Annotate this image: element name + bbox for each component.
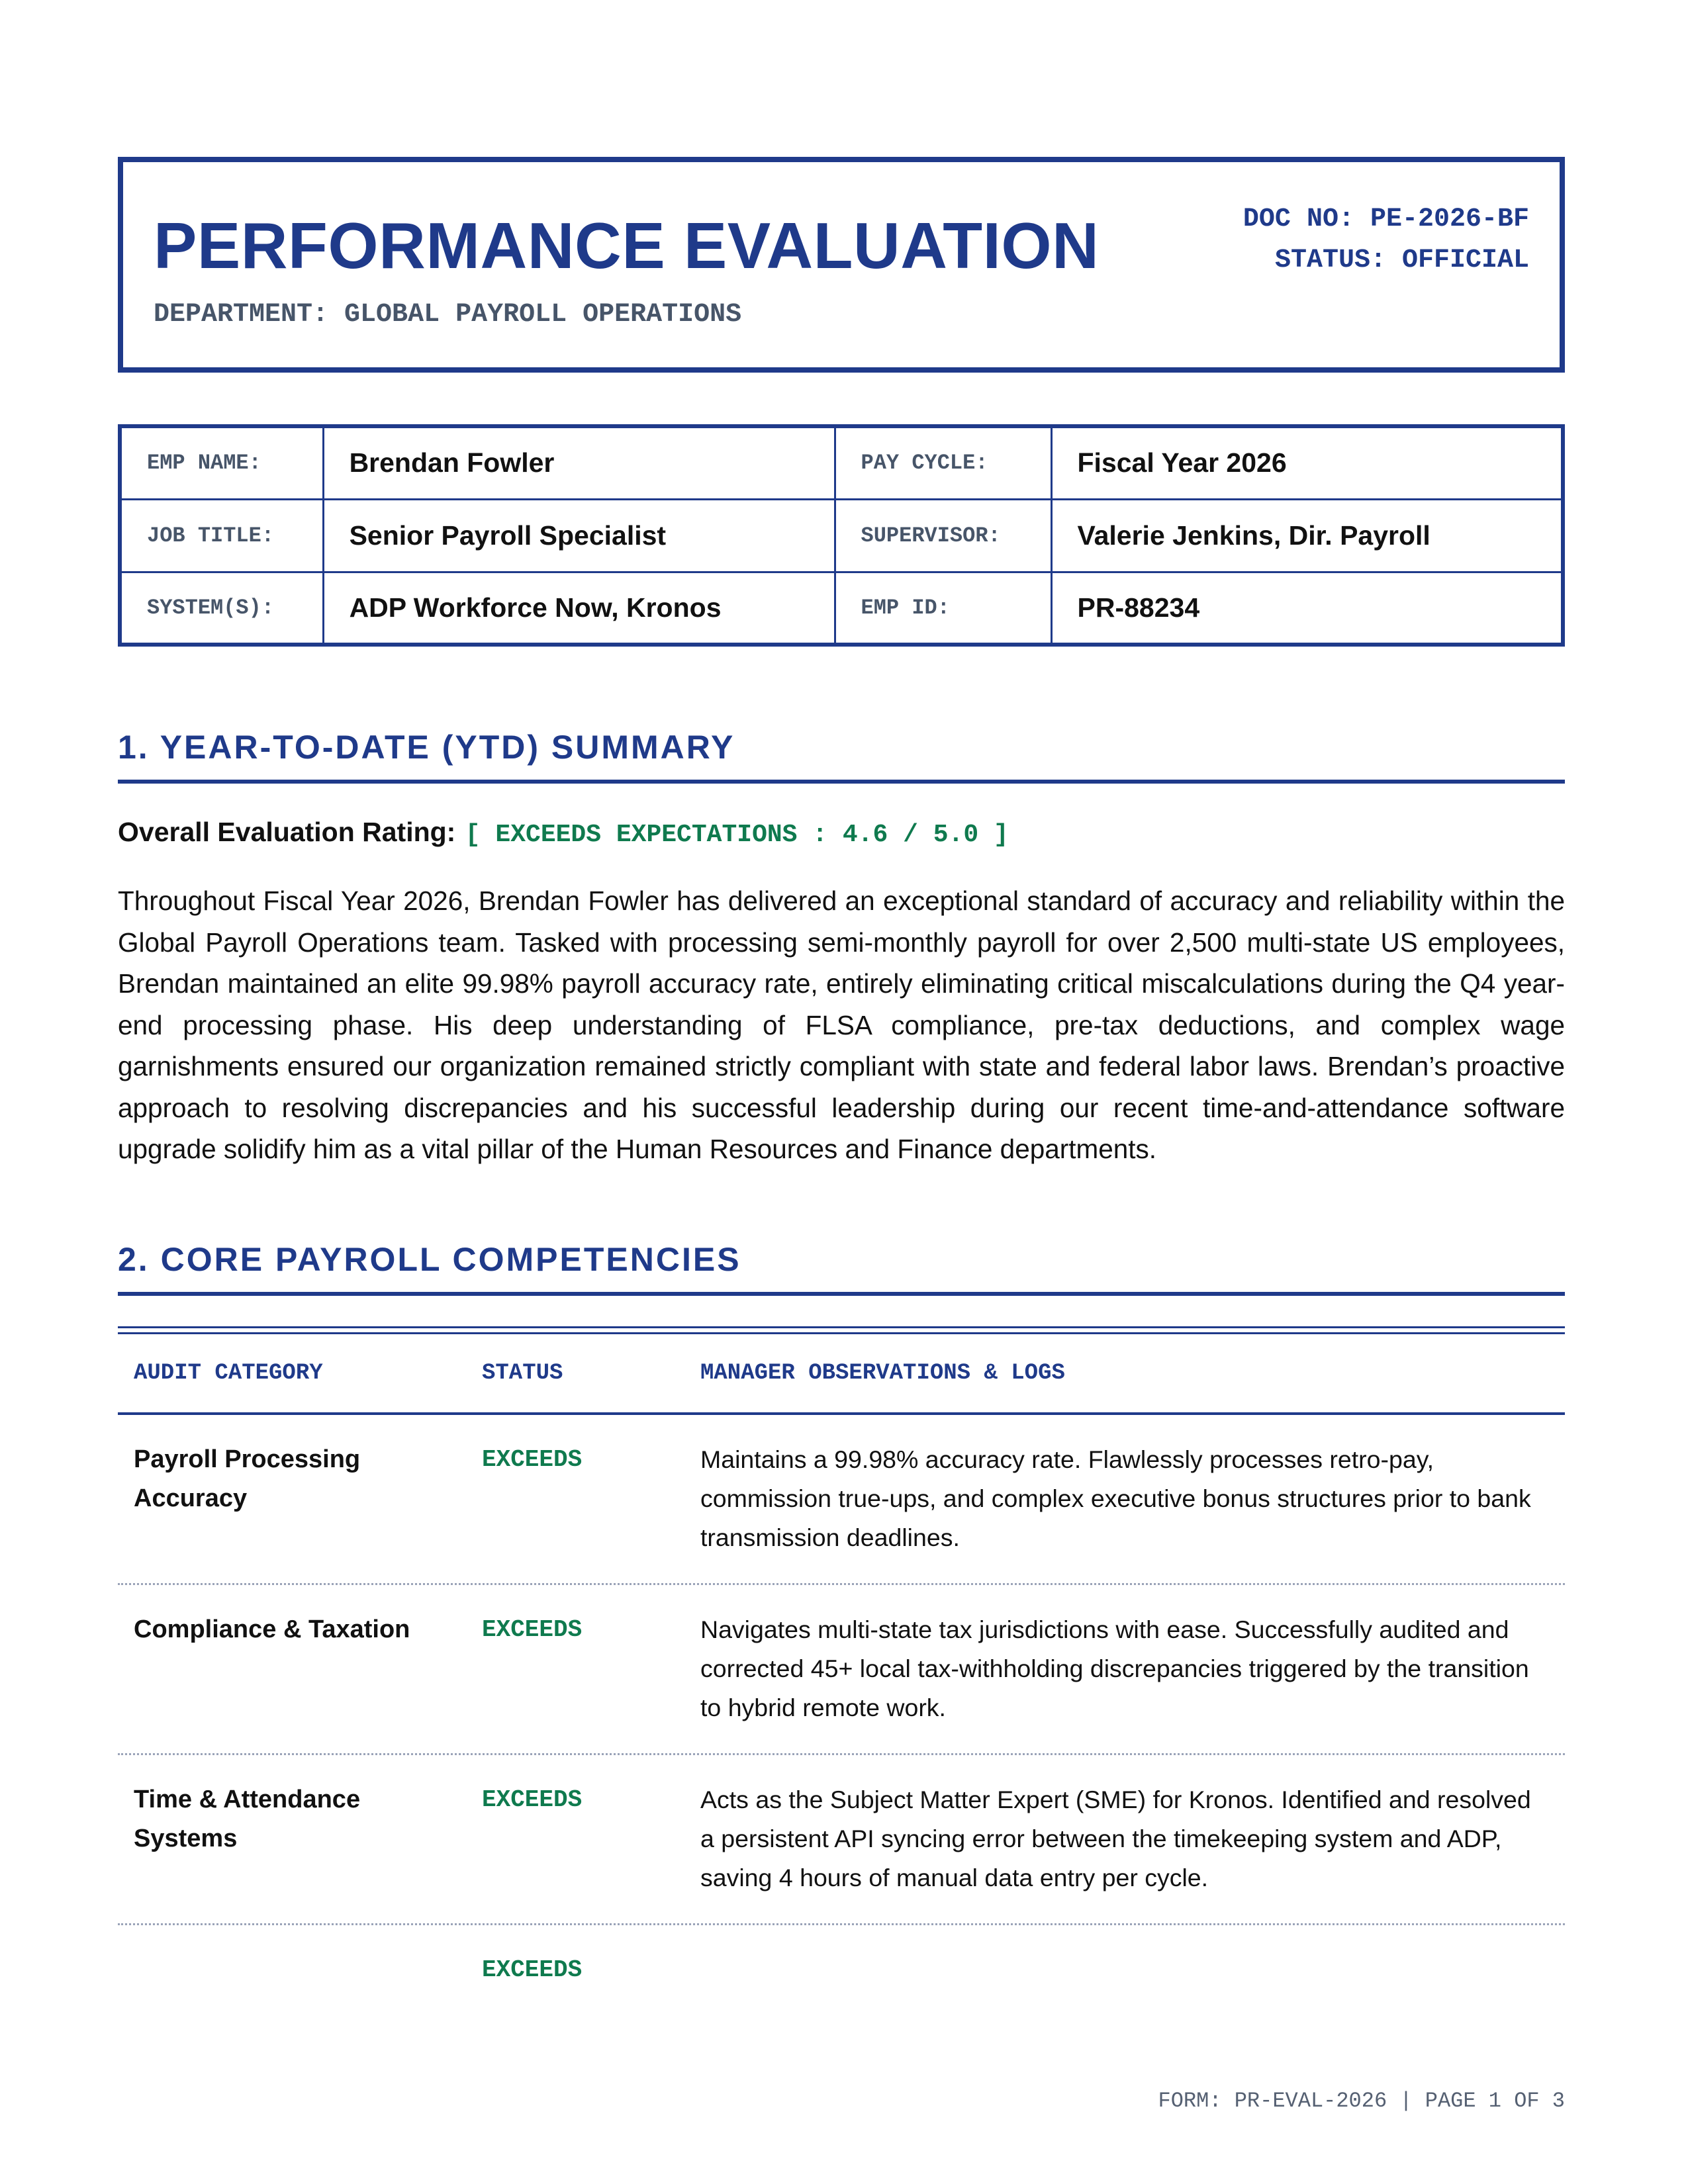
table-top-rule (118, 1328, 1565, 1334)
table-header (118, 1334, 1565, 1415)
department-label: DEPARTMENT: GLOBAL PAYROLL OPERATIONS (154, 300, 742, 330)
rating-label: Overall Evaluation Rating: (118, 817, 456, 847)
info-label: PAY CYCLE: (835, 426, 1051, 499)
row-category: Payroll Processing Accuracy (134, 1445, 361, 1512)
row-status: EXCEEDS (482, 1616, 583, 1643)
page-footer: FORM: PR-EVAL-2026 | PAGE 1 OF 3 (1158, 2089, 1565, 2113)
info-row (120, 426, 1563, 499)
info-value: Valerie Jenkins, Dir. Payroll (1051, 499, 1563, 572)
table-row (118, 1415, 1565, 1585)
row-status: EXCEEDS (482, 1446, 583, 1473)
section-heading-ytd-summary: 1. YEAR-TO-DATE (YTD) SUMMARY (118, 728, 1565, 784)
table-row (118, 1925, 1565, 2095)
table-row (118, 1585, 1565, 1755)
info-value: PR-88234 (1051, 572, 1563, 645)
info-value: Fiscal Year 2026 (1051, 426, 1563, 499)
info-label: EMP ID: (835, 572, 1051, 645)
section-heading-competencies: 2. CORE PAYROLL COMPETENCIES (118, 1240, 1565, 1296)
info-label: EMP NAME: (120, 426, 323, 499)
info-row (120, 499, 1563, 572)
column-header-status: STATUS (482, 1361, 563, 1386)
document-title: PERFORMANCE EVALUATION (154, 209, 1100, 282)
summary-paragraph: Throughout Fiscal Year 2026, Brendan Fowler has delivered an exceptional standard of accuracy and reliability within the Global Payroll Operations team. Tasked with processing semi-monthly payroll for over 2,500 multi-state US employees, Brendan maintained an elite 99.98% payroll accuracy rate, entirely eliminating critical miscalculations during the Q4 year-end processing phase. His deep understanding of FLSA compliance, pre-tax deductions, and complex wage garnishments ensured our organization remained strictly compliant with state and federal labor laws. Brendan’s proactive approach to resolving discrepancies and his successful leadership during our recent time-and-attendance software upgrade solidify him as a vital pillar of the Human Resources and Finance departments. (118, 886, 1565, 1164)
info-value: ADP Workforce Now, Kronos (323, 572, 835, 645)
row-category: Compliance & Taxation (134, 1615, 410, 1643)
document-meta (1243, 199, 1529, 281)
rating-value: [ EXCEEDS EXPECTATIONS : 4.6 / 5.0 ] (465, 821, 1009, 849)
competencies-table (118, 1326, 1565, 2095)
column-header-observations: MANAGER OBSERVATIONS & LOGS (700, 1361, 1065, 1386)
row-status: EXCEEDS (482, 1956, 583, 1983)
employee-info-table (118, 424, 1565, 647)
row-category: Time & Attendance Systems (134, 1786, 361, 1852)
overall-rating (118, 817, 1009, 849)
column-header-category: AUDIT CATEGORY (134, 1361, 323, 1386)
document-header (118, 157, 1565, 373)
row-observation: Navigates multi-state tax jurisdictions with ease. Successfully audited and corrected 45+ local tax-withholding discrepancies triggered by the transition to hybrid remote work. (700, 1615, 1529, 1721)
info-label: JOB TITLE: (120, 499, 323, 572)
info-label: SUPERVISOR: (835, 499, 1051, 572)
table-row (118, 1755, 1565, 1925)
doc-number: DOC NO: PE-2026-BF (1243, 205, 1529, 234)
info-row (120, 572, 1563, 645)
info-label: SYSTEM(S): (120, 572, 323, 645)
row-observation: Acts as the Subject Matter Expert (SME) for Kronos. Identified and resolved a persistent API syncing error between the timekeeping system and ADP, saving 4 hours of manual data entry per cycle. (700, 1786, 1531, 1891)
info-value: Senior Payroll Specialist (323, 499, 835, 572)
info-value: Brendan Fowler (323, 426, 835, 499)
row-status: EXCEEDS (482, 1786, 583, 1813)
doc-status: STATUS: OFFICIAL (1274, 246, 1529, 275)
row-observation: Maintains a 99.98% accuracy rate. Flawlessly processes retro-pay, commission true-ups, and complex executive bonus structures prior to bank transmission deadlines. (700, 1445, 1531, 1551)
